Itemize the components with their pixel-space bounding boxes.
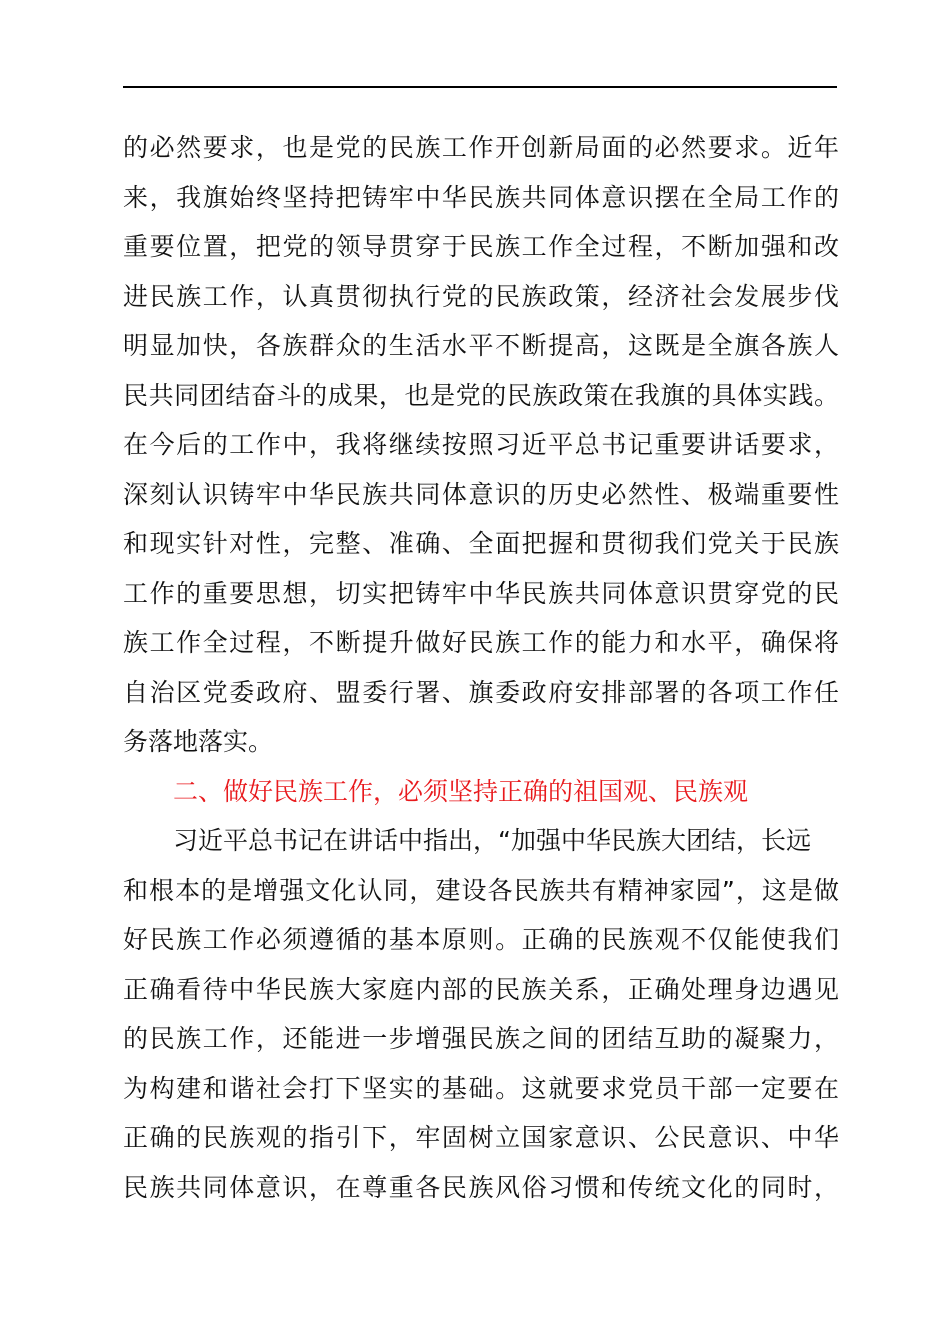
paragraph-line: 来，我旗始终坚持把铸牢中华民族共同体意识摆在全局工作的 — [123, 182, 839, 212]
paragraph-line: 深刻认识铸牢中华民族共同体意识的历史必然性、极端重要性 — [123, 479, 839, 509]
paragraph-line: 务落地落实。 — [123, 727, 274, 756]
paragraph-line: 工作的重要思想，切实把铸牢中华民族共同体意识贯穿党的民 — [123, 578, 839, 608]
paragraph-line: 好民族工作必须遵循的基本原则。正确的民族观不仅能使我们 — [123, 925, 839, 954]
paragraph-line: 和现实针对性，完整、准确、全面把握和贯彻我们党关于民族 — [123, 529, 839, 558]
paragraph-line: 习近平总书记在讲话中指出，“加强中华民族大团结，长远 — [173, 826, 811, 855]
paragraph-line: 进民族工作，认真贯彻执行党的民族政策，经济社会发展步伐 — [123, 281, 839, 311]
paragraph-line: 的必然要求，也是党的民族工作开创新局面的必然要求。近年 — [123, 133, 839, 162]
paragraph-line: 正确看待中华民族大家庭内部的民族关系，正确处理身边遇见 — [123, 974, 839, 1004]
paragraph-line: 明显加快，各族群众的生活水平不断提高，这既是全旗各族人 — [123, 331, 839, 360]
paragraph-line: 正确的民族观的指引下，牢固树立国家意识、公民意识、中华 — [123, 1123, 839, 1152]
paragraph-line: 为构建和谐社会打下坚实的基础。这就要求党员干部一定要在 — [123, 1073, 839, 1103]
paragraph-line: 自治区党委政府、盟委行署、旗委政府安排部署的各项工作任 — [123, 677, 839, 707]
section-heading: 二、做好民族工作，必须坚持正确的祖国观、民族观 — [173, 776, 749, 806]
paragraph-line: 的民族工作，还能进一步增强民族之间的团结互助的凝聚力， — [123, 1024, 839, 1053]
paragraph-line: 民族共同体意识，在尊重各民族风俗习惯和传统文化的同时， — [123, 1172, 839, 1202]
paragraph-line: 在今后的工作中，我将继续按照习近平总书记重要讲话要求， — [123, 430, 839, 459]
paragraph-line: 族工作全过程，不断提升做好民族工作的能力和水平，确保将 — [123, 628, 839, 657]
paragraph-line: 和根本的是增强文化认同，建设各民族共有精神家园”，这是做 — [123, 875, 839, 905]
header-rule — [123, 86, 837, 88]
document-body — [123, 123, 839, 1212]
paragraph-line: 重要位置，把党的领导贯穿于民族工作全过程，不断加强和改 — [123, 232, 839, 261]
paragraph-line: 民共同团结奋斗的成果，也是党的民族政策在我旗的具体实践。 — [123, 380, 839, 410]
